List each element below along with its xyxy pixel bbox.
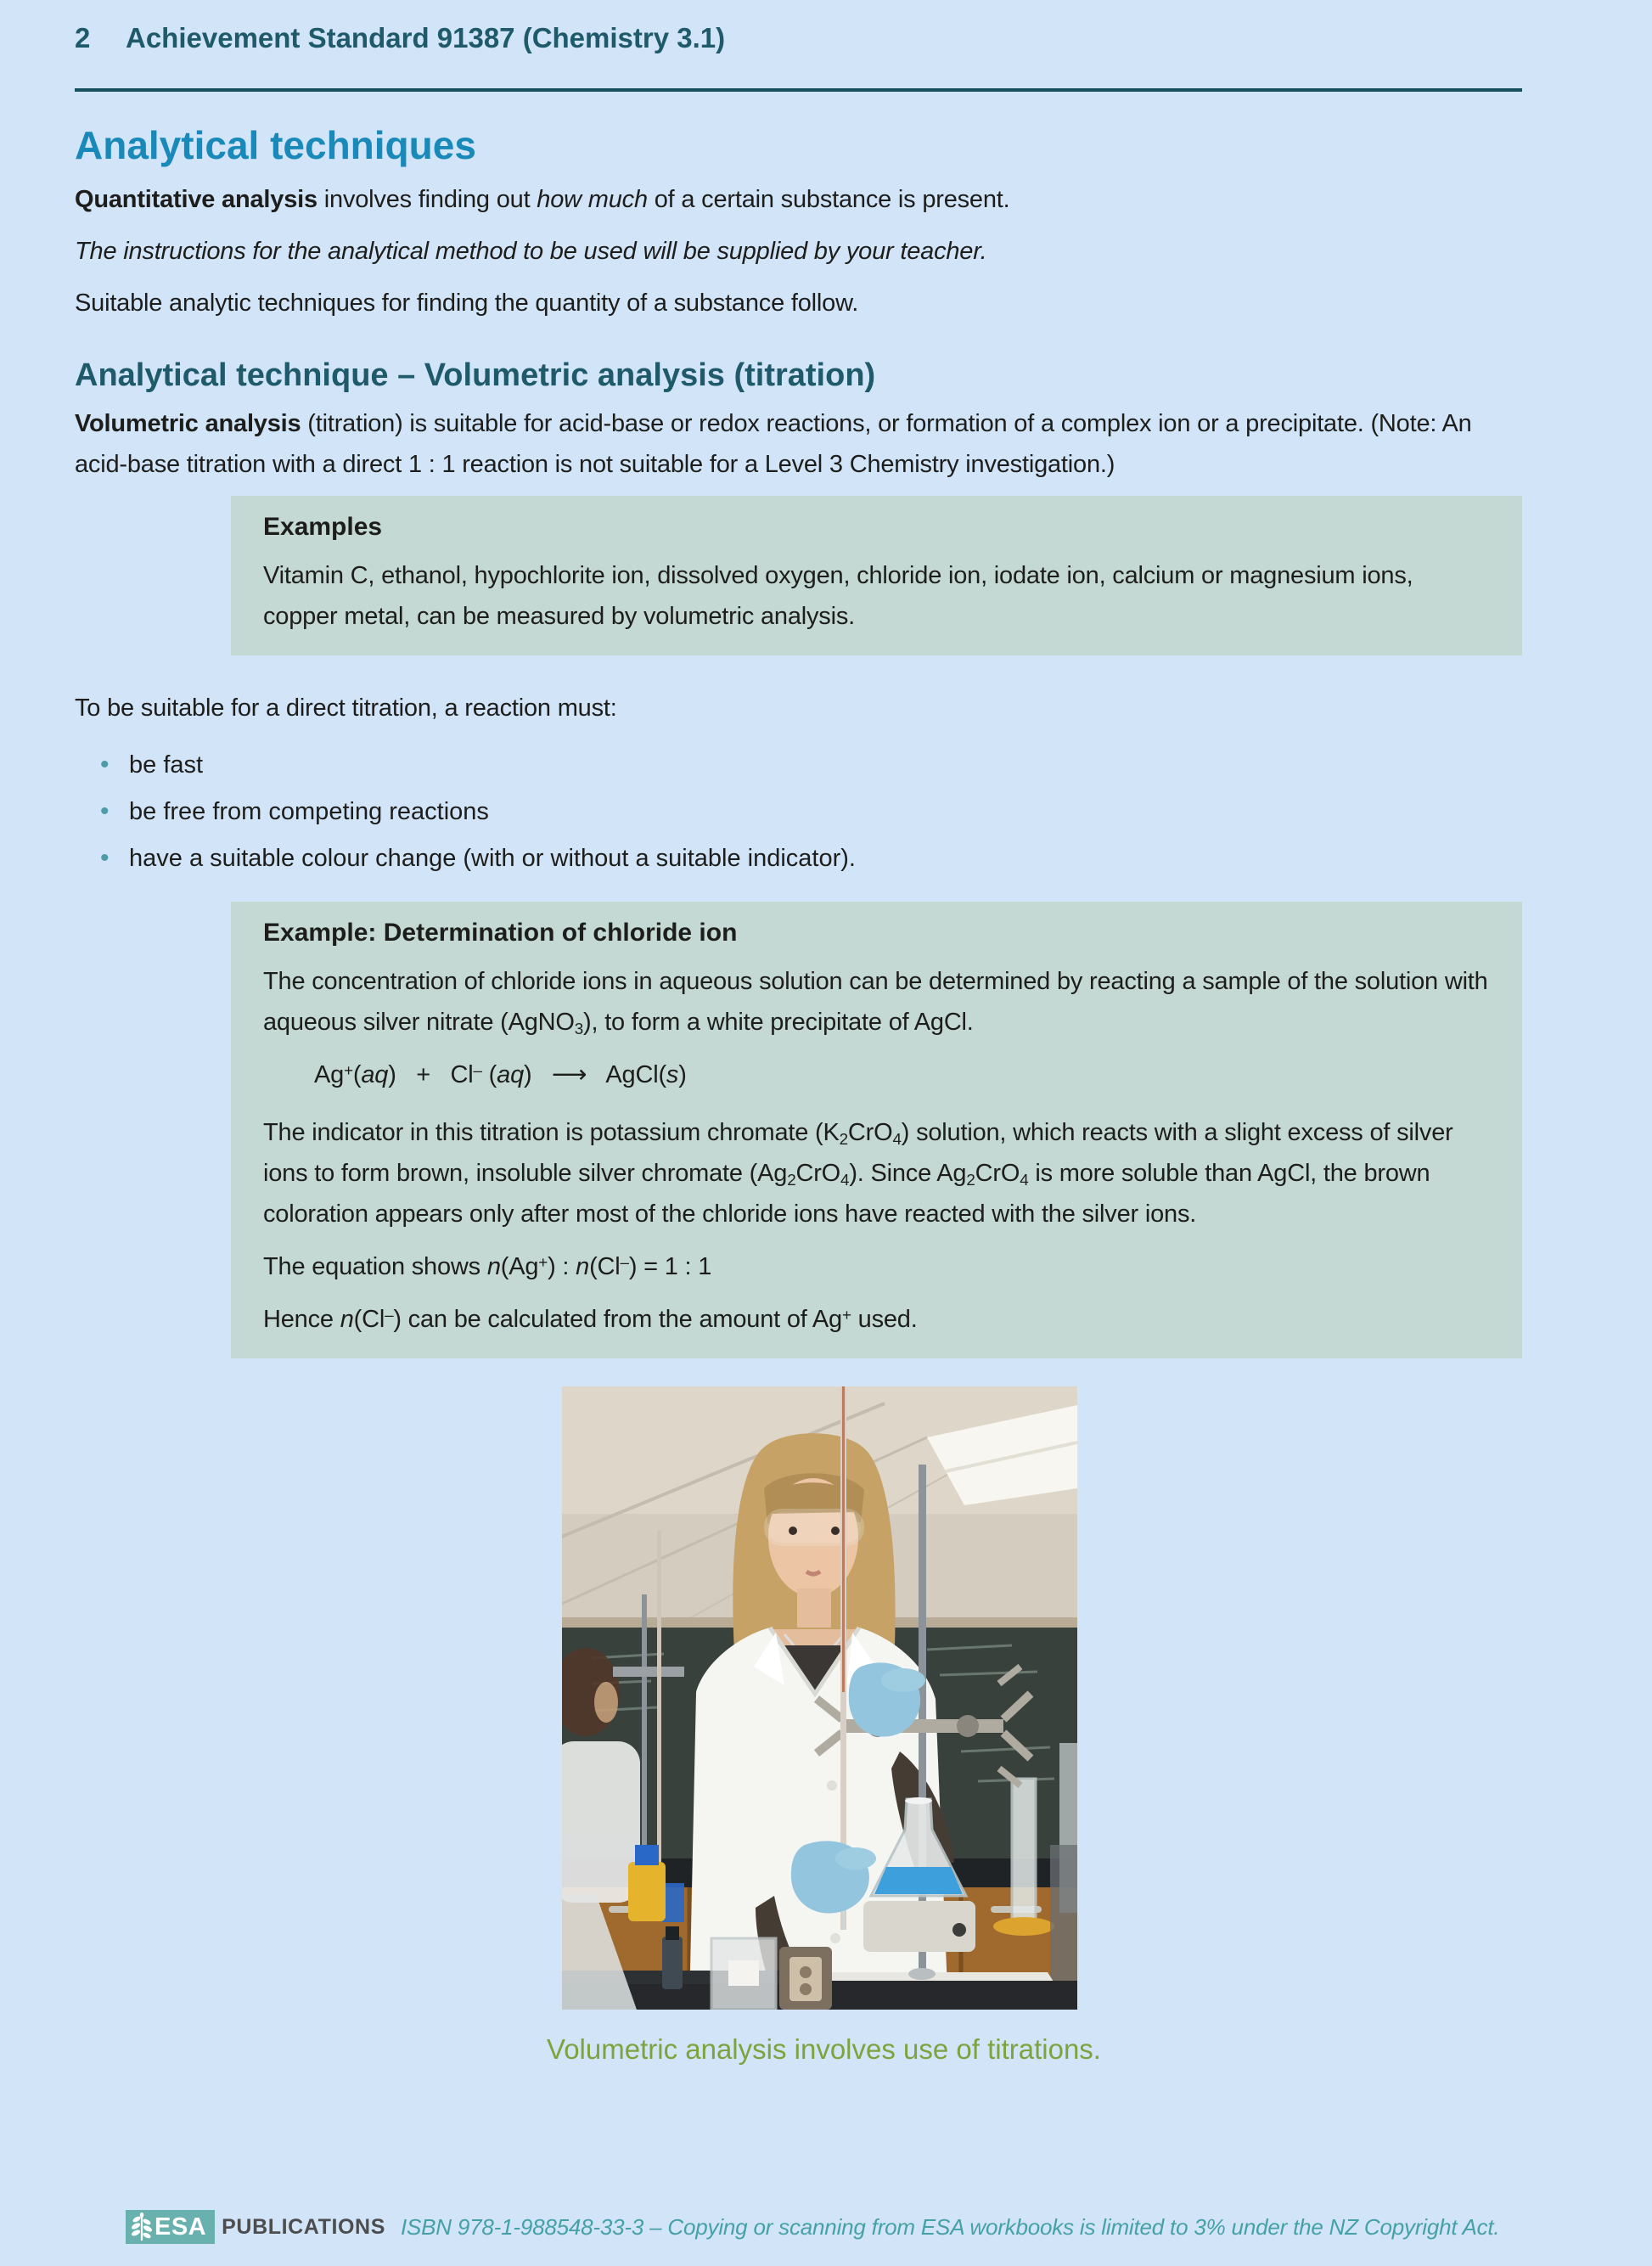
- titration-photo-illustration: [562, 1386, 1077, 2010]
- examples-box: [231, 496, 1522, 655]
- list-item-text: be free from competing reactions: [129, 798, 489, 826]
- chloride-paragraph-1: The concentration of chloride ions in aqueous solution can be determined by reacting a sample of the solution with aqueous silver nitrate (AgNO$_3$), to form a white precipitate of AgCl.: [263, 968, 1488, 1037]
- mouth: [806, 1572, 820, 1574]
- titration-photo: [562, 1386, 1077, 2010]
- right-edge-figure: [1050, 1845, 1077, 1989]
- list-item: [75, 838, 1522, 879]
- bullet-icon: •: [100, 844, 110, 873]
- list-item-text: be fast: [129, 751, 204, 779]
- isbn-copyright-note: ISBN 978-1-988548-33-3 – Copying or scanning from ESA workbooks is limited to 3% under the NZ Copyright Act.: [401, 2213, 1500, 2240]
- examples-box-title: Examples: [263, 513, 383, 542]
- list-item: [75, 745, 1522, 785]
- blue-solution: [874, 1867, 963, 1894]
- chloride-example-title: Example: Determination of chloride ion: [263, 919, 738, 947]
- bullet-icon: •: [100, 797, 110, 826]
- page-footer: [75, 2210, 1522, 2266]
- bullet-icon: •: [100, 751, 110, 779]
- chloride-paragraph-2: The indicator in this titration is potassium chromate $(K_2CrO_4)$ solution, which reacts with a slight excess of silver ions to form brown, insoluble silver chromate $(Ag_2CrO_4)$. Since $Ag_2CrO_4$ is more soluble than AgCl, the brown coloration appears only after most of the chloride ions have reacted with the silver ions.: [263, 1119, 1453, 1229]
- intro-paragraph-2: The instructions for the analytical method to be used will be supplied by your teacher.: [75, 237, 987, 265]
- suitability-intro: To be suitable for a direct titration, a reaction must:: [75, 694, 617, 723]
- safety-goggles: [766, 1510, 863, 1544]
- figure-caption: Volumetric analysis involves use of titrations.: [547, 2033, 1101, 2066]
- chemical-equation: Ag+(aq) + Cl– (aq) ⟶ AgCl(s): [314, 1060, 687, 1089]
- chloride-paragraph-4: Hence n(Cl–) can be calculated from the amount of Ag+ used.: [263, 1305, 918, 1334]
- header-title: Achievement Standard 91387 (Chemistry 3.1): [126, 22, 726, 53]
- esa-logo: [126, 2210, 215, 2244]
- yellow-bottle: [628, 1862, 666, 1921]
- examples-box-body: Vitamin C, ethanol, hypochlorite ion, dissolved oxygen, chloride ion, iodate ion, calcium or magnesium ions, copper metal, can be measured by volumetric analysis.: [263, 562, 1413, 631]
- chloride-paragraph-3: The equation shows n(Ag+) : n(Cl–) = 1 : 1: [263, 1252, 712, 1281]
- chloride-example-box: [231, 902, 1522, 1358]
- list-item-text: have a suitable colour change (with or without a suitable indicator).: [129, 845, 856, 873]
- page-number: 2: [75, 22, 91, 53]
- intro-paragraph-1: Quantitative analysis involves finding out how much of a certain substance is present.: [75, 185, 1010, 213]
- neck: [797, 1588, 831, 1628]
- list-item: [75, 791, 1522, 832]
- header-rule: [75, 88, 1522, 92]
- section-heading-analytical-techniques: Analytical techniques: [75, 123, 476, 167]
- page-header: [75, 22, 1522, 54]
- esa-logo-text: ESA: [155, 2213, 207, 2241]
- volumetric-paragraph: Volumetric analysis (titration) is suitable for acid-base or redox reactions, or formation of a complex ion or a precipitate. (Note: An acid-base titration with a direct 1 : 1 reaction is not suitable for a Level 3 Chemistry investigation.): [75, 410, 1472, 479]
- intro-paragraph-3: Suitable analytic techniques for finding the quantity of a substance follow.: [75, 289, 859, 317]
- dropper-bottle: [662, 1937, 683, 1989]
- suitability-list: [75, 745, 1522, 885]
- subsection-heading-volumetric-analysis: Analytical technique – Volumetric analysis (titration): [75, 357, 876, 393]
- publications-label: PUBLICATIONS: [222, 2214, 385, 2239]
- fern-icon: [131, 2213, 153, 2241]
